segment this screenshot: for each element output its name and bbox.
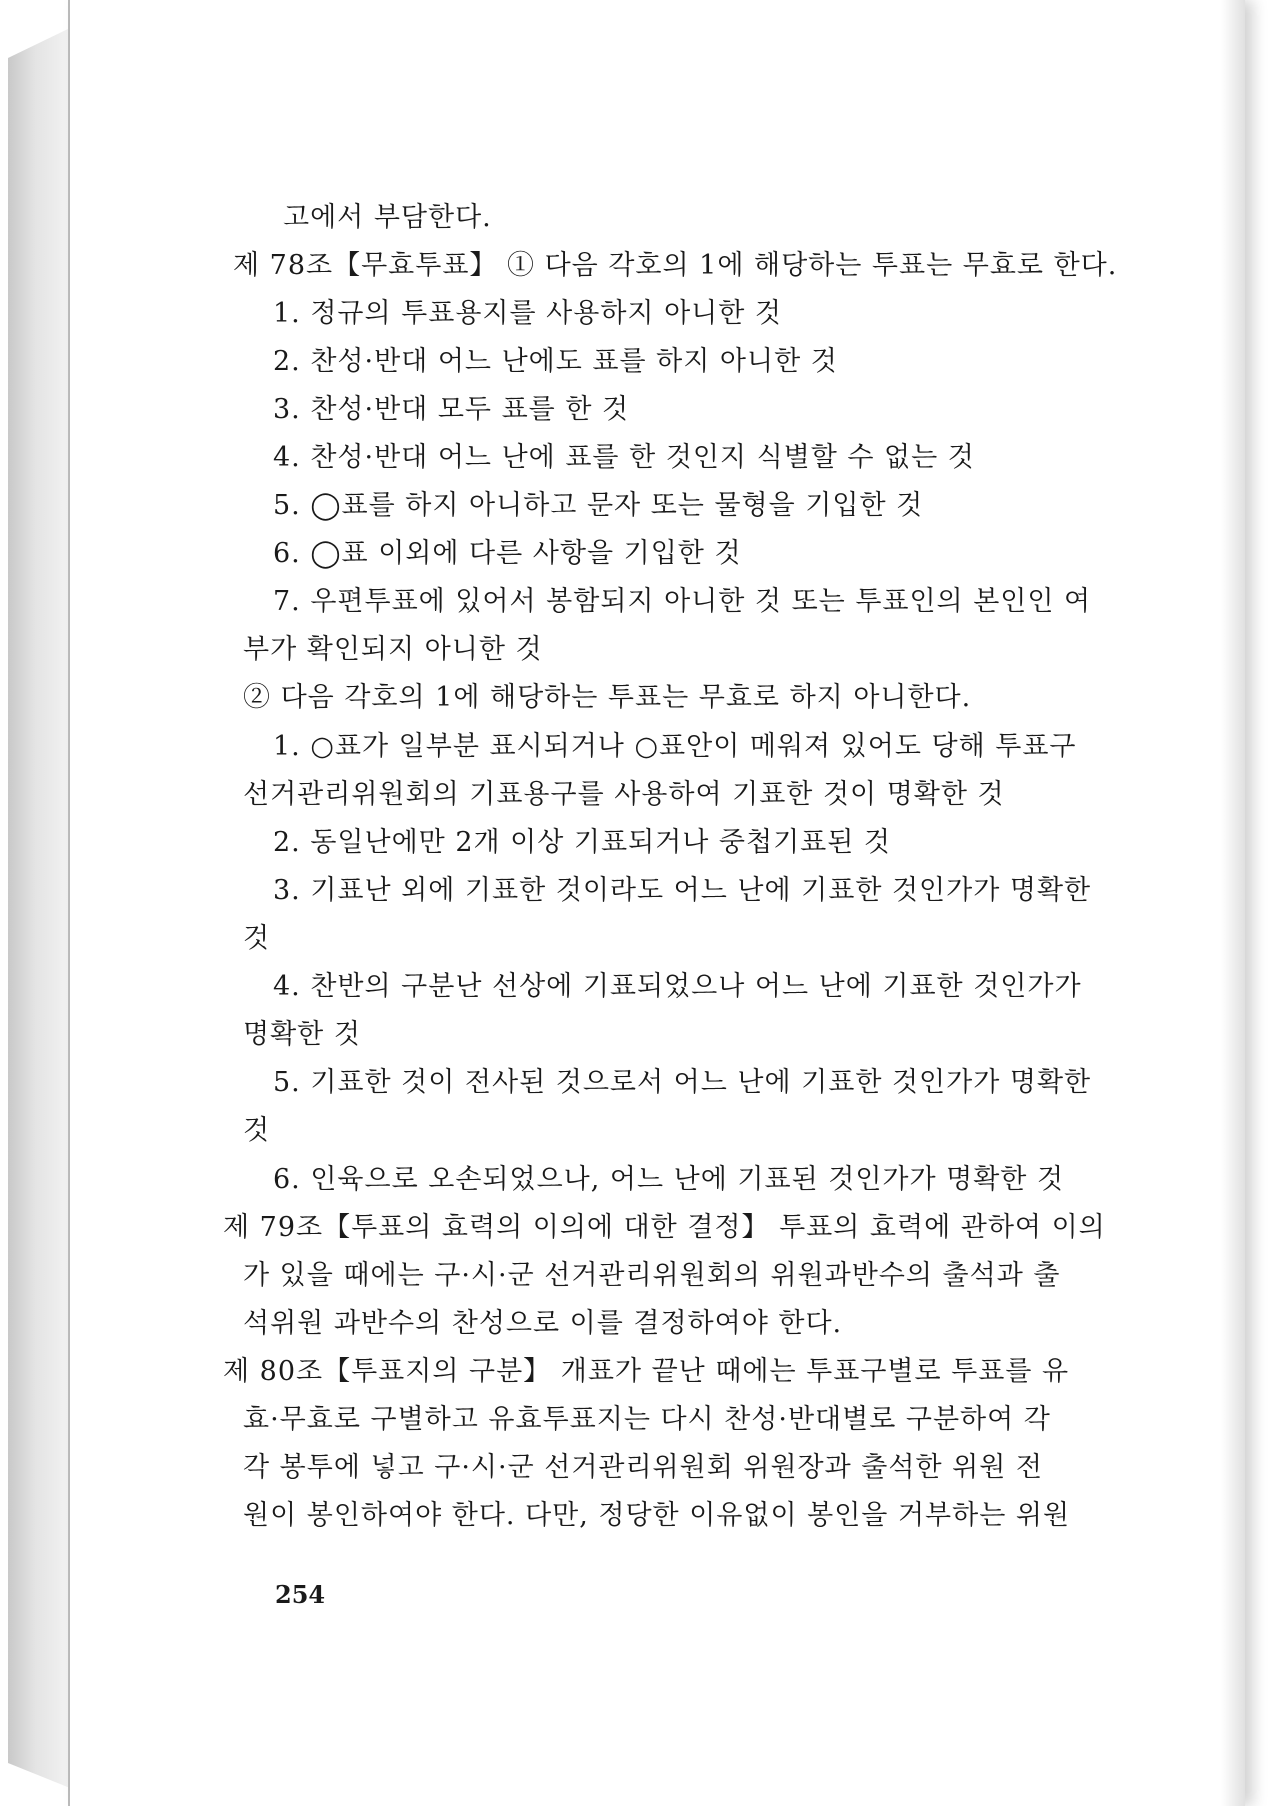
article-80-cont-2: 각 봉투에 넣고 구·시·군 선거관리위원회 위원장과 출석한 위원 전 bbox=[243, 1452, 1043, 1483]
article-78-p2-item-5: 5. 기표한 것이 전사된 것으로서 어느 난에 기표한 것인가가 명확한 bbox=[273, 1067, 1092, 1098]
article-78-item-4: 4. 찬성·반대 어느 난에 표를 한 것인지 식별할 수 없는 것 bbox=[273, 442, 975, 473]
article-79-cont-1: 가 있을 때에는 구·시·군 선거관리위원회의 위원과반수의 출석과 출 bbox=[243, 1260, 1061, 1291]
article-78-paragraph-2: ② 다음 각호의 1에 해당하는 투표는 무효로 하지 아니한다. bbox=[243, 682, 972, 713]
book-page bbox=[70, 0, 1245, 1806]
text-line-continuation: 고에서 부담한다. bbox=[283, 202, 492, 233]
article-78-p2-item-3: 3. 기표난 외에 기표한 것이라도 어느 난에 기표한 것인가가 명확한 bbox=[273, 875, 1092, 906]
article-78-p2-item-2: 2. 동일난에만 2개 이상 기표되거나 중첩기표된 것 bbox=[273, 827, 891, 858]
article-78-p2-item-1: 1. ○표가 일부분 표시되거나 ○표안이 메워져 있어도 당해 투표구 bbox=[273, 731, 1077, 762]
article-78-p2-item-4: 4. 찬반의 구분난 선상에 기표되었으나 어느 난에 기표한 것인가가 bbox=[273, 971, 1082, 1002]
article-78-item-6: 6. ◯표 이외에 다른 사항을 기입한 것 bbox=[273, 538, 742, 569]
article-78-item-5: 5. ◯표를 하지 아니하고 문자 또는 물형을 기입한 것 bbox=[273, 490, 924, 521]
article-78-item-7-cont: 부가 확인되지 아니한 것 bbox=[243, 634, 543, 665]
article-78-p2-item-4-cont: 명확한 것 bbox=[243, 1019, 361, 1050]
page-content bbox=[70, 0, 1245, 1806]
article-78-p2-item-6: 6. 인육으로 오손되었으나, 어느 난에 기표된 것인가가 명확한 것 bbox=[273, 1164, 1065, 1195]
article-78-p2-item-3-cont: 것 bbox=[243, 923, 271, 954]
article-79-heading: 제 79조【투표의 효력의 이의에 대한 결정】 투표의 효력에 관하여 이의 bbox=[223, 1212, 1106, 1243]
article-79-cont-2: 석위원 과반수의 찬성으로 이를 결정하여야 한다. bbox=[243, 1308, 843, 1339]
article-80-cont-3: 원이 봉인하여야 한다. 다만, 정당한 이유없이 봉인을 거부하는 위원 bbox=[243, 1500, 1071, 1531]
article-80-heading: 제 80조【투표지의 구분】 개표가 끝난 때에는 투표구별로 투표를 유 bbox=[223, 1356, 1070, 1387]
article-78-item-3: 3. 찬성·반대 모두 표를 한 것 bbox=[273, 394, 630, 425]
article-78-p2-item-5-cont: 것 bbox=[243, 1115, 271, 1146]
page-number: 254 bbox=[275, 1580, 326, 1609]
article-78-p2-item-1-cont: 선거관리위원회의 기표용구를 사용하여 기표한 것이 명확한 것 bbox=[243, 779, 1005, 810]
article-78-item-1: 1. 정규의 투표용지를 사용하지 아니한 것 bbox=[273, 298, 782, 329]
article-78-item-2: 2. 찬성·반대 어느 난에도 표를 하지 아니한 것 bbox=[273, 346, 838, 377]
article-78-heading: 제 78조【무효투표】 ① 다음 각호의 1에 해당하는 투표는 무효로 한다. bbox=[233, 250, 1118, 281]
book-spine bbox=[8, 28, 70, 1788]
article-78-item-7: 7. 우편투표에 있어서 봉함되지 아니한 것 또는 투표인의 본인인 여 bbox=[273, 586, 1092, 617]
article-80-cont-1: 효·무효로 구별하고 유효투표지는 다시 찬성·반대별로 구분하여 각 bbox=[243, 1404, 1051, 1435]
